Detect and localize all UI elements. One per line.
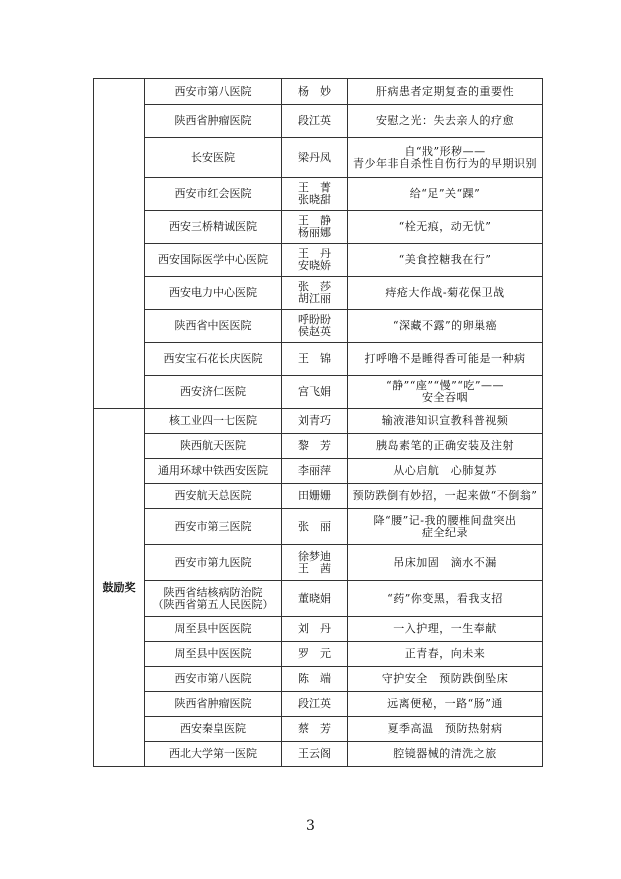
author-line: 董晓娟 (298, 591, 331, 605)
author-line: 黎 芳 (298, 439, 331, 452)
author-cell (282, 459, 348, 484)
title-cell (348, 459, 543, 484)
title-cell (348, 692, 543, 717)
table-row (94, 742, 543, 767)
author-cell (282, 343, 348, 376)
hospital-line: 通用环球中铁西安医院 (158, 464, 268, 477)
author-line: 李丽萍 (298, 464, 331, 477)
hospital-cell (145, 717, 282, 742)
author-cell (282, 211, 348, 244)
author-cell (282, 545, 348, 581)
author-line: 田姗姗 (298, 489, 331, 502)
title-line: 给“足”关“踝” (409, 187, 481, 200)
author-line: 杨丽娜 (298, 226, 331, 239)
title-line: 守护安全 预防跌倒坠床 (381, 672, 509, 685)
hospital-line: （陕西省第五人民医院） (152, 597, 274, 611)
author-cell (282, 717, 348, 742)
title-line: 症全纪录 (422, 525, 468, 539)
hospital-cell (145, 617, 282, 642)
title-line: 一入护理，一生奉献 (393, 622, 497, 635)
title-line: 预防跌倒有妙招，一起来做“不倒翁” (352, 489, 538, 502)
title-line: 安慰之光：失去亲人的疗愈 (376, 114, 514, 127)
author-cell (282, 581, 348, 617)
author-line: 张 莎 (298, 280, 331, 293)
title-cell (348, 343, 543, 376)
title-cell (348, 434, 543, 459)
author-line: 王 茜 (298, 561, 331, 575)
author-cell (282, 484, 348, 509)
author-line: 王 锦 (298, 352, 331, 365)
title-line: 打呼噜不是睡得香可能是一种病 (364, 352, 526, 365)
author-line: 呼盼盼 (298, 313, 331, 326)
hospital-line: 西安三桥精诚医院 (169, 220, 257, 233)
table-row (94, 484, 543, 509)
table-row (94, 667, 543, 692)
hospital-cell (145, 277, 282, 310)
table-row (94, 434, 543, 459)
hospital-cell (145, 459, 282, 484)
title-cell (348, 79, 543, 105)
title-line: “美食控糖我在行” (398, 253, 492, 266)
hospital-line: 西安航天总医院 (174, 489, 252, 502)
title-cell (348, 717, 543, 742)
hospital-line: 西安市红会医院 (174, 187, 252, 200)
author-cell (282, 138, 348, 178)
hospital-cell (145, 509, 282, 545)
table-row (94, 617, 543, 642)
hospital-line: 核工业四一七医院 (169, 414, 257, 427)
hospital-line: 西安市第九医院 (174, 555, 252, 569)
hospital-cell (145, 376, 282, 409)
author-line: 段江英 (298, 697, 331, 710)
hospital-line: 陕西省结核病防治院 (163, 585, 263, 599)
table-row (94, 717, 543, 742)
title-line: 降“腰”记-我的腰椎间盘突出 (373, 513, 517, 527)
author-cell (282, 509, 348, 545)
title-cell (348, 484, 543, 509)
author-line: 张晓甜 (298, 193, 331, 206)
title-line: 吊床加固 滴水不漏 (393, 555, 497, 569)
table-row (94, 545, 543, 581)
author-cell (282, 105, 348, 138)
author-cell (282, 310, 348, 343)
hospital-cell (145, 545, 282, 581)
author-cell (282, 642, 348, 667)
author-cell (282, 178, 348, 211)
title-cell (348, 138, 543, 178)
author-cell (282, 376, 348, 409)
hospital-line: 陕西省中医医院 (174, 319, 252, 332)
author-line: 王 丹 (298, 247, 331, 260)
author-line: 刘青巧 (298, 414, 331, 427)
table-row (94, 105, 543, 138)
title-line: 安全吞咽 (422, 391, 468, 404)
author-line: 王云阁 (298, 747, 331, 760)
title-line: 从心启航 心肺复苏 (393, 464, 497, 477)
author-line: 刘 丹 (298, 622, 331, 635)
title-line: “药”你变黑，看我支招 (387, 591, 503, 605)
hospital-cell (145, 310, 282, 343)
title-cell (348, 277, 543, 310)
author-line: 蔡 芳 (298, 722, 331, 735)
author-line: 王 菁 (298, 181, 331, 194)
table-row (94, 277, 543, 310)
hospital-cell (145, 79, 282, 105)
hospital-line: 西安市第八医院 (174, 84, 252, 98)
table-row (94, 581, 543, 617)
hospital-cell (145, 244, 282, 277)
title-line: 腔镜器械的清洗之旅 (393, 747, 497, 760)
title-cell (348, 667, 543, 692)
author-cell (282, 692, 348, 717)
table-row (94, 178, 543, 211)
title-line: 痔疮大作战-菊花保卫战 (385, 286, 505, 299)
award-table (93, 78, 543, 767)
author-line: 罗 元 (298, 647, 331, 660)
hospital-line: 西安宝石花长庆医院 (163, 352, 263, 365)
title-line: “栓无痕，动无忧” (398, 220, 492, 233)
author-cell (282, 742, 348, 767)
title-cell (348, 310, 543, 343)
author-cell (282, 277, 348, 310)
hospital-cell (145, 642, 282, 667)
title-cell (348, 244, 543, 277)
title-line: 胰岛素笔的正确安装及注射 (376, 439, 514, 452)
hospital-cell (145, 692, 282, 717)
hospital-line: 陕西省肿瘤医院 (174, 697, 252, 710)
hospital-cell (145, 484, 282, 509)
award-category (94, 79, 145, 409)
title-line: 输液港知识宣教科普视频 (381, 414, 509, 427)
title-cell (348, 545, 543, 581)
table-row (94, 376, 543, 409)
author-line: 梁丹凤 (298, 150, 331, 164)
author-line: 安晓娇 (298, 259, 331, 272)
table-row (94, 409, 543, 434)
title-cell (348, 509, 543, 545)
title-line: 正青春，向未来 (404, 647, 486, 660)
page-number: 3 (306, 818, 315, 834)
author-line: 宫飞娟 (298, 385, 331, 398)
hospital-line: 西安秦皇医院 (180, 722, 246, 735)
hospital-cell (145, 105, 282, 138)
hospital-cell (145, 178, 282, 211)
hospital-line: 周至县中医医院 (174, 622, 252, 635)
title-cell (348, 642, 543, 667)
table-row (94, 244, 543, 277)
title-line: 肝病患者定期复查的重要性 (376, 84, 514, 98)
hospital-cell (145, 742, 282, 767)
hospital-line: 西北大学第一医院 (169, 747, 257, 760)
hospital-line: 西安国际医学中心医院 (158, 253, 268, 266)
author-cell (282, 409, 348, 434)
author-line: 胡江丽 (298, 292, 331, 305)
title-cell (348, 211, 543, 244)
author-cell (282, 79, 348, 105)
table-row (94, 509, 543, 545)
author-line: 王 静 (298, 214, 331, 227)
author-cell (282, 244, 348, 277)
title-line: 夏季高温 预防热射病 (387, 722, 503, 735)
table-row (94, 343, 543, 376)
title-cell (348, 617, 543, 642)
table-row (94, 459, 543, 484)
hospital-line: 陕西省肿瘤医院 (174, 114, 252, 127)
title-line: “静”“座”“慢”“吃”—— (386, 379, 504, 392)
hospital-cell (145, 409, 282, 434)
title-line: 自“戕”形秽—— (404, 144, 486, 158)
author-line: 段江英 (298, 114, 331, 127)
hospital-cell (145, 138, 282, 178)
table-row (94, 642, 543, 667)
table-row (94, 211, 543, 244)
table-row (94, 79, 543, 105)
table-row (94, 138, 543, 178)
title-line: 远离便秘，一路“肠”通 (387, 697, 503, 710)
title-cell (348, 581, 543, 617)
table-row (94, 692, 543, 717)
hospital-cell (145, 211, 282, 244)
hospital-line: 陕西航天医院 (180, 439, 246, 452)
author-line: 陈 端 (298, 672, 331, 685)
hospital-line: 西安市第三医院 (174, 519, 252, 533)
title-cell (348, 742, 543, 767)
title-cell (348, 105, 543, 138)
award-table-body (94, 79, 543, 767)
author-cell (282, 617, 348, 642)
hospital-line: 西安济仁医院 (180, 385, 246, 398)
hospital-line: 长安医院 (191, 150, 235, 164)
author-line: 侯赵英 (298, 325, 331, 338)
author-line: 杨 妙 (298, 84, 331, 98)
author-cell (282, 667, 348, 692)
award-category: 鼓励奖 (94, 409, 145, 767)
hospital-line: 西安电力中心医院 (169, 286, 257, 299)
hospital-cell (145, 434, 282, 459)
hospital-cell (145, 581, 282, 617)
author-cell (282, 434, 348, 459)
title-cell (348, 178, 543, 211)
hospital-cell (145, 667, 282, 692)
hospital-line: 西安市第八医院 (174, 672, 252, 685)
hospital-cell (145, 343, 282, 376)
author-line: 徐梦迪 (298, 549, 331, 563)
title-line: “深藏不露”的卵巢癌 (392, 319, 498, 332)
table-row (94, 310, 543, 343)
title-cell (348, 376, 543, 409)
title-cell (348, 409, 543, 434)
author-line: 张 丽 (298, 519, 331, 533)
hospital-line: 周至县中医医院 (174, 647, 252, 660)
title-line: 青少年非自杀性自伤行为的早期识别 (353, 156, 537, 170)
